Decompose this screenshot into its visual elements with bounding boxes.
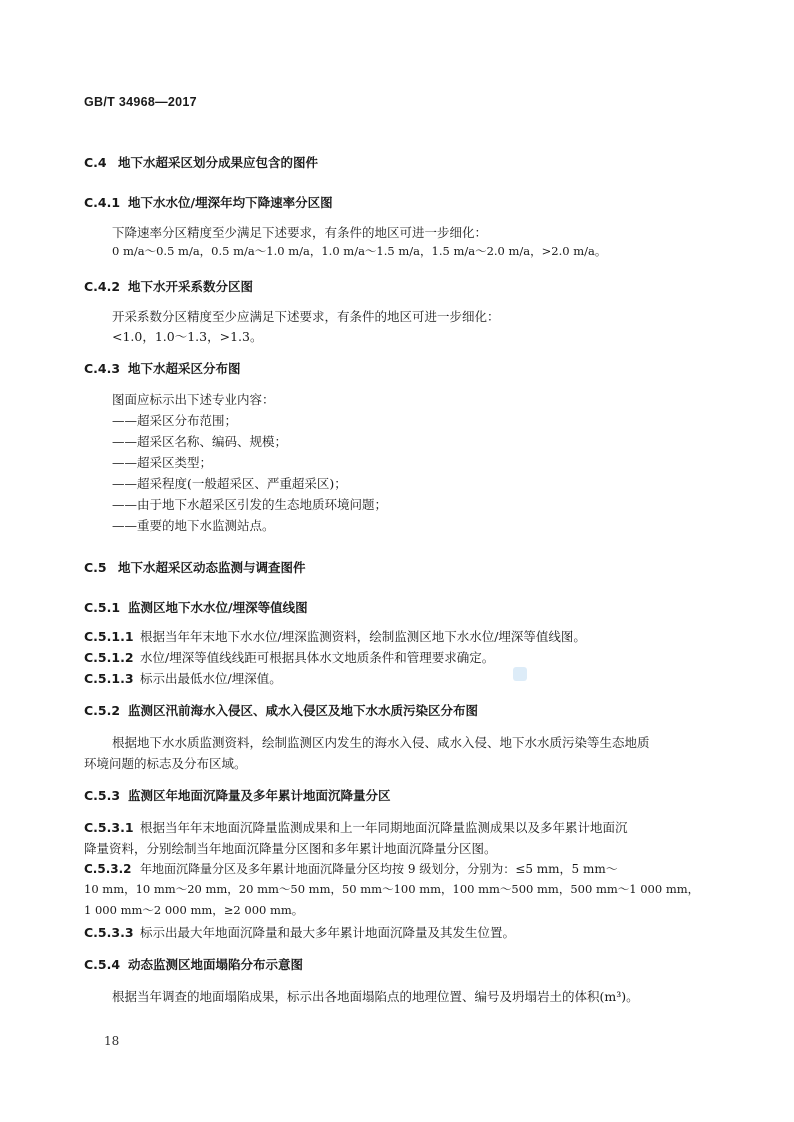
paragraph-line: 环境问题的标志及分布区域。: [84, 756, 247, 771]
section-number: C.5.1: [84, 600, 121, 615]
section-number: C.4.1: [84, 195, 121, 210]
paragraph: 根据当年调查的地面塌陷成果，标示出各地面塌陷点的地理位置、编号及坍塌岩土的体积(m³)。: [112, 989, 639, 1004]
list-item: ——超采区分布范围；: [112, 413, 238, 428]
clause-text: 标示出最大年地面沉降量和最大多年累计地面沉降量及其发生位置。: [140, 925, 516, 940]
section-number: C.5.4: [84, 957, 121, 972]
section-title: 监测区汛前海水入侵区、咸水入侵区及地下水水质污染区分布图: [128, 703, 479, 718]
section-title: 动态监测区地面塌陷分布示意图: [128, 957, 304, 972]
section-title: 地下水超采区分布图: [128, 361, 241, 376]
clause-c532: [84, 860, 618, 877]
clause-text: 根据当年年末地面沉降量监测成果和上一年同期地面沉降量监测成果以及多年累计地面沉: [140, 820, 628, 835]
clause-number: C.5.3.1: [84, 820, 134, 835]
paragraph: 下降速率分区精度至少满足下述要求，有条件的地区可进一步细化：: [112, 225, 488, 240]
section-c43-heading: [84, 359, 241, 377]
list-item: ——超采程度(一般超采区、严重超采区)；: [112, 476, 347, 491]
section-number: C.4: [84, 155, 107, 170]
section-title: 地下水超采区动态监测与调查图件: [118, 560, 306, 575]
section-c54-heading: [84, 955, 303, 973]
section-number: C.4.3: [84, 361, 121, 376]
section-number: C.4.2: [84, 279, 121, 294]
clause-text: 标示出最低水位/埋深值。: [140, 671, 282, 686]
clause-text-continued: 1 000 mm～2 000 mm，≥2 000 mm。: [84, 903, 304, 917]
section-c42-heading: [84, 277, 253, 295]
section-title: 地下水超采区划分成果应包含的图件: [118, 155, 319, 170]
section-title: 地下水开采系数分区图: [128, 279, 254, 294]
section-number: C.5.3: [84, 788, 121, 803]
list-item: ——超采区类型；: [112, 455, 213, 470]
clause-c513: [84, 669, 282, 687]
section-c4-heading: [84, 153, 318, 171]
list-item: ——由于地下水超采区引发的生态地质环境问题；: [112, 497, 388, 512]
coefficient-values: <1.0，1.0～1.3，>1.3。: [112, 329, 263, 344]
section-c53-heading: [84, 786, 391, 804]
paragraph: 开采系数分区精度至少应满足下述要求，有条件的地区可进一步细化：: [112, 309, 500, 324]
section-title: 地下水水位/埋深年均下降速率分区图: [128, 195, 333, 210]
clause-text-continued: 降量资料，分别绘制当年地面沉降量分区图和多年累计地面沉降量分区图。: [84, 841, 497, 856]
rate-values: 0 m/a～0.5 m/a，0.5 m/a～1.0 m/a，1.0 m/a～1.5 m/a，1.5 m/a～2.0 m/a，>2.0 m/a。: [112, 244, 607, 258]
section-c5-heading: [84, 558, 306, 576]
list-item: ——重要的地下水监测站点。: [112, 518, 275, 533]
section-c52-heading: [84, 701, 478, 719]
standard-code: GB/T 34968—2017: [84, 95, 197, 109]
list-item: ——超采区名称、编码、规模；: [112, 434, 288, 449]
page-number: 18: [104, 1034, 120, 1048]
clause-number: C.5.3.2: [84, 862, 132, 876]
clause-text: 水位/埋深等值线线距可根据具体水文地质条件和管理要求确定。: [140, 650, 495, 665]
clause-c533: [84, 923, 515, 941]
paragraph-line: 根据地下水水质监测资料，绘制监测区内发生的海水入侵、咸水入侵、地下水水质污染等生态地质: [112, 735, 650, 750]
clause-number: C.5.1.3: [84, 671, 134, 686]
clause-number: C.5.3.3: [84, 925, 134, 940]
clause-text-continued: 10 mm，10 mm～20 mm，20 mm～50 mm，50 mm～100 mm，100 mm～500 mm，500 mm～1 000 mm，: [84, 882, 700, 896]
paragraph: 图面应标示出下述专业内容：: [112, 392, 275, 407]
watermark-logo: [513, 667, 527, 681]
section-c41-heading: [84, 193, 333, 211]
clause-text: 根据当年年末地下水水位/埋深监测资料，绘制监测区地下水水位/埋深等值线图。: [140, 629, 586, 644]
clause-number: C.5.1.2: [84, 650, 134, 665]
clause-text: 年地面沉降量分区及多年累计地面沉降量分区均按 9 级划分，分别为：≤5 mm，5 mm～: [140, 862, 618, 876]
clause-c512: [84, 648, 494, 666]
section-c51-heading: [84, 598, 308, 616]
clause-c511: [84, 627, 586, 645]
section-number: C.5.2: [84, 703, 121, 718]
clause-number: C.5.1.1: [84, 629, 134, 644]
section-number: C.5: [84, 560, 107, 575]
clause-c531: [84, 818, 628, 836]
section-title: 监测区年地面沉降量及多年累计地面沉降量分区: [128, 788, 391, 803]
section-title: 监测区地下水水位/埋深等值线图: [128, 600, 308, 615]
